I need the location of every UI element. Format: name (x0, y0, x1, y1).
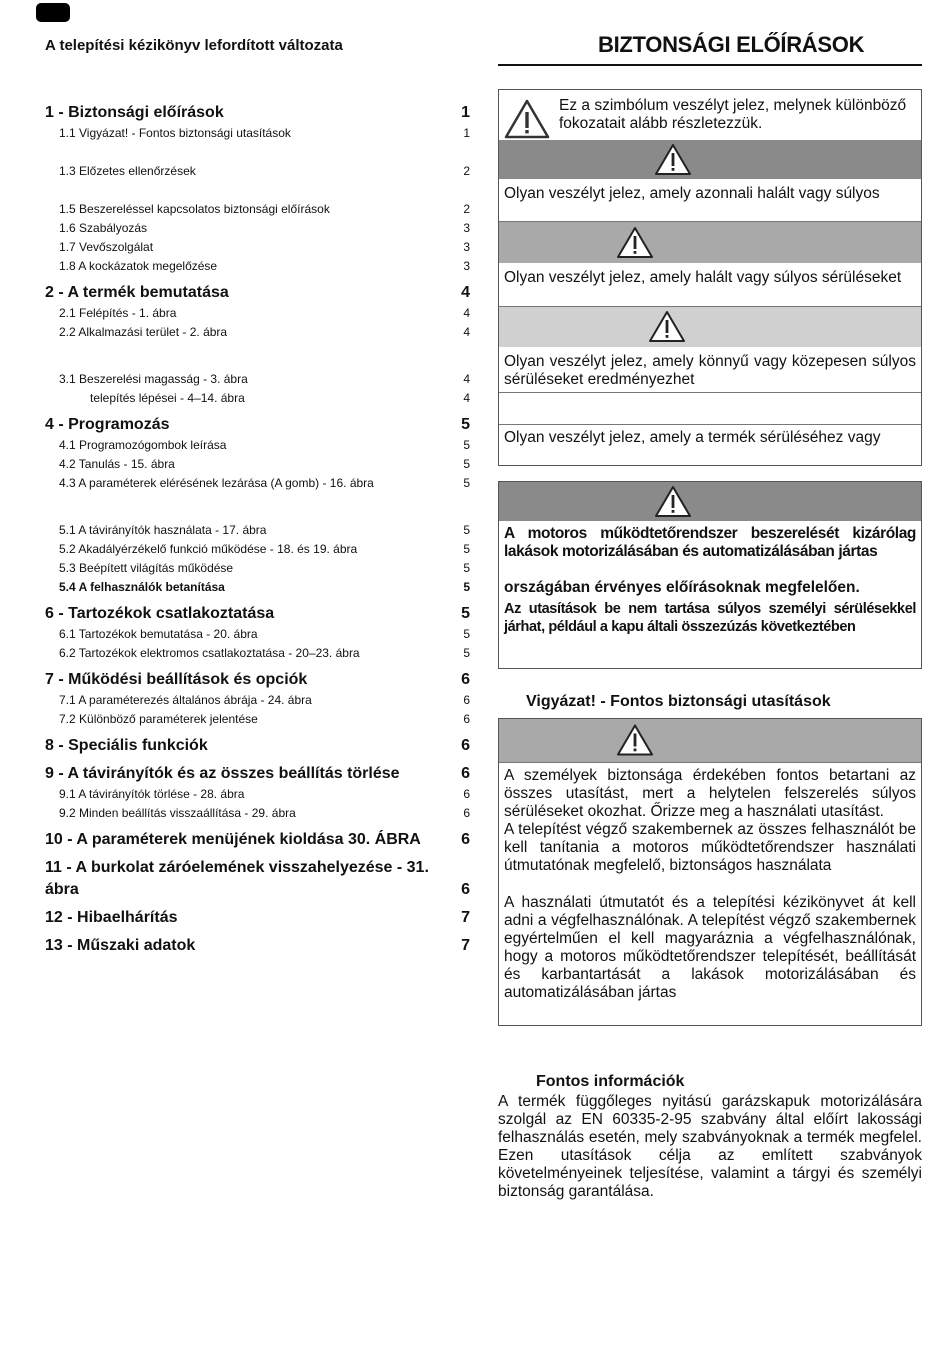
divider (499, 392, 921, 393)
toc-subentry[interactable]: 6.2 Tartozékok elektromos csatlakoztatása - 20–23. ábra 5 (59, 646, 470, 660)
warning-icon (654, 143, 692, 176)
toc-subentry[interactable]: 1.1 Vigyázat! - Fontos biztonsági utasítások 1 (59, 126, 470, 140)
toc-subentry[interactable]: 2.2 Alkalmazási terület - 2. ábra 4 (59, 325, 470, 339)
safety-heading: Vigyázat! - Fontos biztonsági utasítások (526, 693, 831, 710)
toc-subentry[interactable]: 4.2 Tanulás - 15. ábra 5 (59, 457, 470, 471)
toc-subentry[interactable]: 1.7 Vevőszolgálat 3 (59, 240, 470, 254)
toc-subentry[interactable]: 1.5 Beszereléssel kapcsolatos biztonsági előírások 2 (59, 202, 470, 216)
warning-band (499, 719, 921, 762)
toc-subentry[interactable]: 1.8 A kockázatok megelőzése 3 (59, 259, 470, 273)
installer-text-3: Az utasítások be nem tartása súlyos személyi sérülésekkel járhat, például a kapu általi összezúzás következtében (504, 601, 916, 635)
toc-entry[interactable]: 13 - Műszaki adatok 7 (45, 937, 470, 954)
hazard-level-4-text: Olyan veszélyt jelez, amely a termék sérüléséhez vagy (504, 429, 881, 446)
toc-entry[interactable]: 9 - A távirányítók és az összes beállítás törlése 6 (45, 765, 470, 782)
toc-subentry[interactable]: 1.6 Szabályozás 3 (59, 221, 470, 235)
warning-icon (503, 98, 551, 140)
hazard-level-2-text: Olyan veszélyt jelez, amely halált vagy súlyos sérüléseket (504, 269, 902, 286)
hazard-band-3 (499, 307, 921, 347)
warning-band (499, 482, 921, 521)
hazard-level-3-text: Olyan veszélyt jelez, amely könnyű vagy közepesen súlyos sérüléseket eredményezhet (504, 353, 916, 388)
info-heading: Fontos információk (536, 1073, 685, 1090)
toc-subentry[interactable]: 7.2 Különböző paraméterek jelentése 6 (59, 712, 470, 726)
toc-entry[interactable]: 11 - A burkolat záróelemének visszahelyezése - 31. ábra 6 (45, 859, 470, 898)
toc-subentry[interactable]: 4.1 Programozógombok leírása 5 (59, 438, 470, 452)
toc-subentry[interactable]: 1.3 Előzetes ellenőrzések 2 (59, 164, 470, 178)
toc-entry[interactable]: 8 - Speciális funkciók 6 (45, 737, 470, 754)
safety-instructions-box (498, 718, 922, 1026)
divider (499, 762, 921, 763)
toc-entry[interactable]: 4 - Programozás 5 (45, 416, 470, 433)
hazard-intro: Ez a szimbólum veszélyt jelez, melynek különböző fokozatait alább részletezzük. (559, 97, 907, 132)
toc-entry[interactable]: 1 - Biztonsági előírások 1 (45, 104, 470, 121)
header-rule (498, 64, 922, 66)
installer-text-1: A motoros működtetőrendszer beszerelését kizárólag lakások motorizálásában és automatizálásában jártas (504, 525, 916, 560)
toc-subentry[interactable]: 5.4 A felhasználók betanítása 5 (59, 580, 470, 594)
toc-subentry[interactable]: 2.1 Felépítés - 1. ábra 4 (59, 306, 470, 320)
safety-paragraph-1: A személyek biztonsága érdekében fontos betartani az összes utasítást, mert a helytelen felszerelés súlyos sérüléseket okozhat. Őrizze meg a használati utasítást. (504, 767, 916, 820)
hazard-level-1-text: Olyan veszélyt jelez, amely azonnali halált vagy súlyos (504, 185, 880, 202)
language-badge (36, 3, 70, 22)
safety-paragraph-2: A telepítést végző szakembernek az összes felhasználót be kell tanítania a motoros működtetőrendszer használati útmutatónak megfelelő, biztonságos használata (504, 821, 916, 874)
hazard-band-2 (499, 222, 921, 263)
warning-icon (648, 310, 686, 343)
toc-subentry[interactable]: 7.1 A paraméterezés általános ábrája - 24. ábra 6 (59, 693, 470, 707)
section-header: BIZTONSÁGI ELŐÍRÁSOK (598, 32, 865, 57)
toc-entry[interactable]: 12 - Hibaelhárítás 7 (45, 909, 470, 926)
toc-subentry[interactable]: 9.2 Minden beállítás visszaállítása - 29. ábra 6 (59, 806, 470, 820)
toc-entry[interactable]: 10 - A paraméterek menüjének kioldása 30. ÁBRA 6 (45, 831, 470, 848)
toc-entry[interactable]: 6 - Tartozékok csatlakoztatása 5 (45, 605, 470, 622)
hazard-band-1 (499, 140, 921, 179)
installer-warning-box (498, 481, 922, 669)
toc-subentry[interactable]: 6.1 Tartozékok bemutatása - 20. ábra 5 (59, 627, 470, 641)
toc-entry[interactable]: 7 - Működési beállítások és opciók 6 (45, 671, 470, 688)
toc-subentry[interactable]: telepítés lépései - 4–14. ábra 4 (90, 391, 470, 405)
toc-subentry[interactable]: 5.1 A távirányítók használata - 17. ábra 5 (59, 523, 470, 537)
info-paragraph: A termék függőleges nyitású garázskapuk motorizálására szolgál az EN 60335-2-95 szabvány által előírt lakossági felhasználás esetén, mely szabványoknak a termék megfelel. Ezen utasítások célja az említett szabványok követelményeinek teljesítése, valamint a tárgyi és személyi biztonság garantálása. (498, 1093, 922, 1200)
safety-paragraph-3: A használati útmutatót és a telepítési kézikönyvet át kell adni a végfelhasználónak. A telepítést végző szakembernek egyértelműen el kell magyaráznia a végfelhasználónak, hogy a motoros működtetőrendszer telepítését, beállítását és karbantartását a lakások motorizálásában és automatizálásában jártas (504, 894, 916, 1001)
warning-icon (654, 485, 692, 518)
warning-icon (616, 723, 654, 757)
installer-text-2: országában érvényes előírásoknak megfelelően. (504, 579, 860, 596)
toc-subentry[interactable]: 4.3 A paraméterek elérésének lezárása (A gomb) - 16. ábra 5 (59, 476, 470, 490)
divider (499, 424, 921, 425)
toc-subentry[interactable]: 5.2 Akadályérzékelő funkció működése - 18. és 19. ábra 5 (59, 542, 470, 556)
toc-entry[interactable]: 2 - A termék bemutatása 4 (45, 284, 470, 301)
toc-subentry[interactable]: 3.1 Beszerelési magasság - 3. ábra 4 (59, 372, 470, 386)
hazard-levels-box (498, 89, 922, 466)
toc-subentry[interactable]: 5.3 Beépített világítás működése 5 (59, 561, 470, 575)
warning-icon (616, 226, 654, 259)
doc-title: A telepítési kézikönyv lefordított változata (45, 37, 343, 54)
toc-subentry[interactable]: 9.1 A távirányítók törlése - 28. ábra 6 (59, 787, 470, 801)
